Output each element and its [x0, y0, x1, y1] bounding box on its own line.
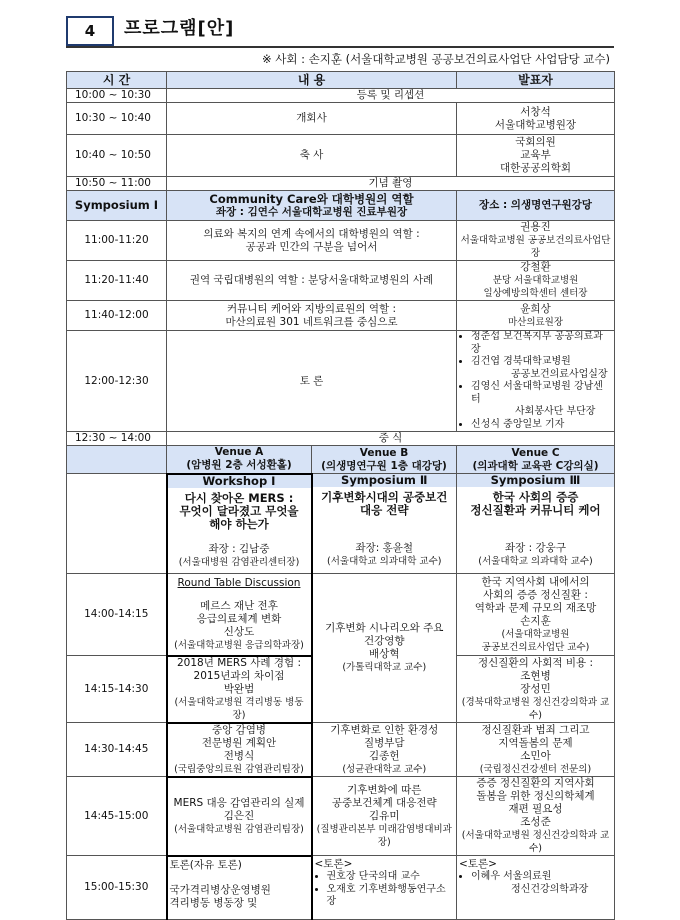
symposium-title-cell	[167, 191, 457, 221]
speaker-cell	[457, 135, 615, 177]
talk-cell	[167, 656, 312, 723]
talk-line: 메르스 재난 전후	[200, 599, 278, 612]
host-note: ※ 사회 : 손지훈 (서울대학교병원 공공보건의료사업단 사업담당 교수)	[261, 52, 610, 66]
talk-affiliation: (성균관대학교 교수)	[342, 763, 427, 775]
talk-cell	[312, 777, 457, 856]
time-cell: 11:00-11:20	[67, 221, 167, 261]
time-cell: 14:00-14:15	[67, 574, 167, 656]
session-title-row	[67, 474, 615, 574]
speaker-name: 윤희상	[520, 302, 551, 315]
talk-line: 응급의료체계 변화	[196, 612, 282, 625]
talk-affiliation: (가톨릭대학교 교수)	[342, 662, 427, 673]
talk-speaker: 배상혁	[369, 648, 400, 660]
panelist: • 김건엽 경북대학교병원	[471, 356, 612, 369]
panel-list	[459, 331, 612, 431]
blank-cell	[67, 446, 167, 474]
talk-line: 2018년 MERS 사례 경험 :	[177, 656, 301, 669]
session-chair-affiliation: (서울대병원 감염관리센터장)	[178, 556, 300, 568]
talk-speaker: 장성민	[520, 682, 551, 695]
talk-cell	[312, 574, 457, 723]
symposium-chair: 좌장 : 김연수 서울대학교병원 진료부원장	[215, 205, 408, 218]
session-label: Workshop Ⅰ	[168, 475, 311, 488]
talk-line: 전문병원 계획안	[201, 736, 277, 749]
symposium-b-cell	[312, 474, 457, 574]
content-cell: 개회사	[167, 103, 457, 135]
col-time: 시 간	[67, 72, 167, 89]
session-row	[67, 574, 615, 656]
talk-line: 한국 지역사회 내에서의	[481, 575, 590, 588]
talk-line: 기후변화 시나리오와 주요	[325, 622, 444, 634]
speaker-cell	[457, 221, 615, 261]
discussion-list	[459, 871, 612, 896]
session-chair: 좌장: 홍윤철	[355, 542, 414, 554]
talk-line: 기후변화로 인한 환경성	[330, 723, 439, 736]
talk-cell	[457, 656, 615, 723]
venue-name: Venue B	[359, 446, 409, 459]
talk-speaker: 김유미	[369, 809, 400, 822]
time-cell: 10:00 ~ 10:30	[67, 89, 167, 103]
panelist: • 권호장 단국의대 교수	[327, 871, 455, 884]
talk-line: 조현병	[520, 669, 551, 682]
time-cell: 10:50 ~ 11:00	[67, 177, 167, 191]
discussion-list	[315, 871, 455, 909]
discussion-heading: <토론>	[459, 858, 497, 870]
panel-cell	[457, 331, 615, 432]
talk-line: 중앙 감염병	[211, 723, 267, 736]
session-row	[67, 856, 615, 920]
talk-affiliation: (서울대학교병원 정신건강의학과 교수)	[461, 830, 610, 854]
time-cell: 10:40 ~ 10:50	[67, 135, 167, 177]
talk-line: MERS 대응 감염관리의 실제	[173, 796, 305, 809]
talk-affiliation: (서울대학교병원 격리병동 병동장)	[174, 696, 304, 721]
panelist: • 정준섭 보건복지부 공공의료과장	[471, 331, 612, 356]
session-label: Symposium Ⅱ	[313, 474, 457, 487]
session-title-line: 무엇이 달라졌고 무엇을	[179, 503, 299, 518]
venue-row	[67, 446, 615, 474]
talk-affiliation: (국립정신건강센터 전문의)	[479, 763, 592, 775]
panelist-affiliation: 공공보건의료사업실장	[511, 368, 608, 380]
time-cell: 11:40-12:00	[67, 301, 167, 331]
session-chair-affiliation: (서울대학교 의과대학 교수)	[327, 556, 442, 567]
talk-cell	[457, 723, 615, 777]
talk-speaker: 전병식	[223, 749, 255, 762]
talk-line: 재편 필요성	[508, 803, 563, 815]
talk-affiliation: (서울대학교병원 응급의학과장)	[174, 639, 304, 651]
workshop-a-cell	[167, 474, 312, 574]
speaker-affiliation: 일상예방의학센터 센터장	[483, 288, 588, 299]
venue-name: Venue A	[214, 446, 264, 459]
talk-cell	[457, 574, 615, 656]
talk-cell	[167, 574, 312, 656]
talk-affiliation: (서울대학교병원	[501, 628, 570, 640]
talk-title-line: 커뮤니티 케어와 지방의료원의 역할 :	[226, 302, 397, 315]
session-title-line: 다시 찾아온 MERS :	[184, 490, 294, 505]
panelist: • 김영신 서울대학교병원 강남센터	[471, 381, 612, 406]
blank-cell	[67, 474, 167, 574]
content-cell	[167, 221, 457, 261]
session-chair-affiliation: (서울대학교 의과대학 교수)	[478, 556, 593, 567]
speaker-affiliation: 분당 서울대학교병원	[492, 275, 579, 286]
talk-cell	[167, 777, 312, 856]
talk-line: 2015년과의 차이점	[193, 669, 285, 682]
speaker-cell	[457, 301, 615, 331]
talk-line: 증증 정신질환의 지역사회	[476, 777, 595, 789]
session-chair: 좌장 : 강웅구	[505, 542, 566, 554]
time-cell: 11:20-11:40	[67, 261, 167, 301]
session-title-line: 해야 하는가	[209, 516, 269, 531]
title-underline	[66, 46, 614, 48]
venue-place: (의생명연구원 1층 대강당)	[321, 459, 447, 472]
talk-affiliation: (경북대학교병원 정신건강의학과 교수)	[461, 696, 610, 721]
talk-title-line: 의료와 복지의 연계 속에서의 대학병원의 역할 :	[203, 227, 420, 240]
time-cell: 14:30-14:45	[67, 723, 167, 777]
venue-place: (의과대학 교육관 C강의실)	[472, 459, 599, 472]
venue-c	[457, 446, 615, 474]
venue-a	[167, 446, 312, 474]
talk-line: 돌봄을 위한 정신의학체계	[476, 790, 595, 802]
talk-line: Round Table Discussion	[177, 576, 301, 589]
panelist: • 오재호 기후변화행동연구소장	[327, 884, 455, 909]
talk-cell	[167, 723, 312, 777]
symposium-label: Symposium Ⅰ	[67, 191, 167, 221]
table-row	[67, 301, 615, 331]
page-title: 프로그램[안]	[124, 18, 235, 39]
talk-speaker: 김은진	[223, 809, 255, 822]
talk-line: 정신질환과 범죄 그리고	[481, 723, 590, 736]
symposium-venue: 장소 : 의생명연구원강당	[457, 191, 615, 221]
session-row	[67, 723, 615, 777]
discussion-cell	[312, 856, 457, 920]
talk-speaker: 조성준	[520, 816, 551, 828]
symposium-title: Community Care와 대학병원의 역할	[209, 191, 414, 206]
content-cell: 중 식	[167, 432, 615, 446]
symposium-header-row	[67, 191, 615, 221]
table-row	[67, 261, 615, 301]
talk-line: 사회의 증증 정신질환 :	[483, 588, 588, 601]
table-row	[67, 103, 615, 135]
talk-affiliation: (국립중앙의료원 감염관리팀장)	[174, 763, 304, 775]
content-cell: 토 론	[167, 331, 457, 432]
table-row	[67, 331, 615, 432]
speaker-cell	[457, 261, 615, 301]
symposium-c-cell	[457, 474, 615, 574]
venue-name: Venue C	[511, 446, 560, 459]
discussion-line: 토론(자유 토론)	[169, 858, 242, 871]
table-row	[67, 135, 615, 177]
talk-speaker: 소민아	[520, 749, 551, 762]
talk-affiliation: 공공보건의료사업단 교수)	[481, 641, 590, 653]
venue-b	[312, 446, 457, 474]
discussion-line: 격리병동 병동장 및	[169, 896, 258, 909]
session-title-line: 한국 사회의 증증	[492, 490, 579, 504]
panelist: • 이혜우 서울의료원	[471, 871, 612, 884]
panelist-affiliation: 정신건강의학과장	[511, 883, 589, 895]
session-title-line: 기후변화시대의 공중보건	[321, 490, 448, 504]
talk-affiliation: (서울대학교병원 감염관리팀장)	[174, 823, 304, 835]
discussion-cell	[167, 856, 312, 920]
talk-title-line: 공공과 민간의 구분을 넘어서	[245, 240, 378, 253]
talk-line: 질병부담	[363, 736, 405, 749]
talk-title-line: 마산의료원 301 네트워크를 중심으로	[225, 315, 398, 328]
talk-line: 기후변화에 따른	[347, 783, 422, 796]
talk-affiliation: (질병관리본부 미래감염병대비과장)	[316, 823, 452, 848]
speaker-line: 대한공공의학회	[499, 162, 571, 174]
speaker-line: 국회의원	[515, 136, 556, 148]
program-table	[66, 71, 615, 920]
talk-line: 지역돌봄의 문제	[498, 736, 573, 749]
discussion-cell	[457, 856, 615, 920]
talk-cell	[312, 723, 457, 777]
col-content: 내 용	[167, 72, 457, 89]
talk-speaker: 박완범	[223, 682, 255, 695]
speaker-name: 권용진	[520, 221, 551, 233]
content-cell: 권역 국립대병원의 역할 : 분당서울대학교병원의 사례	[167, 261, 457, 301]
session-row	[67, 777, 615, 856]
session-title-line: 대응 전략	[360, 503, 409, 517]
talk-line: 공중보건체계 대응전략	[331, 796, 437, 809]
time-cell: 14:45-15:00	[67, 777, 167, 856]
session-chair: 좌장 : 김남중	[208, 542, 270, 555]
content-cell: 기념 촬영	[167, 177, 615, 191]
speaker-name: 서창석	[520, 105, 551, 118]
content-cell	[167, 301, 457, 331]
time-cell: 14:15-14:30	[67, 656, 167, 723]
table-row	[67, 432, 615, 446]
panelist-affiliation: 사회봉사단 부단장	[515, 406, 596, 417]
panelist: • 신성식 중앙일보 기자	[471, 419, 612, 432]
time-cell: 15:00-15:30	[67, 856, 167, 920]
section-number: 4	[66, 16, 114, 46]
discussion-heading: <토론>	[314, 858, 353, 870]
speaker-affiliation: 마산의료원장	[507, 316, 564, 328]
table-row	[67, 177, 615, 191]
time-cell: 12:30 ~ 14:00	[67, 432, 167, 446]
talk-speaker: 손지훈	[520, 614, 551, 627]
time-cell: 10:30 ~ 10:40	[67, 103, 167, 135]
talk-speaker: 신상도	[223, 625, 255, 638]
content-cell: 등록 및 리셉션	[167, 89, 615, 103]
talk-line: 정신질환의 사회적 비용 :	[478, 656, 593, 669]
table-header	[67, 72, 615, 89]
discussion-line: 국가격리병상운영병원	[169, 883, 271, 896]
col-speaker: 발표자	[457, 72, 615, 89]
talk-cell	[457, 777, 615, 856]
talk-line: 역학과 문제 규모의 재조망	[474, 601, 597, 614]
speaker-affiliation: 서울대학교병원장	[494, 118, 577, 131]
venue-place: (암병원 2층 서성환홀)	[186, 459, 292, 472]
talk-line: 건강영향	[363, 635, 405, 647]
speaker-name: 강철환	[520, 261, 551, 273]
speaker-affiliation: 서울대학교병원 공공보건의료사업단장	[460, 235, 611, 259]
time-cell: 12:00-12:30	[67, 331, 167, 432]
speaker-cell	[457, 103, 615, 135]
session-title-line: 정신질환과 커뮤니티 케어	[470, 503, 601, 517]
content-cell: 축 사	[167, 135, 457, 177]
speaker-line: 교육부	[520, 149, 551, 161]
session-label: Symposium Ⅲ	[457, 474, 614, 487]
talk-speaker: 김종헌	[369, 749, 400, 762]
table-row	[67, 221, 615, 261]
table-row	[67, 89, 615, 103]
